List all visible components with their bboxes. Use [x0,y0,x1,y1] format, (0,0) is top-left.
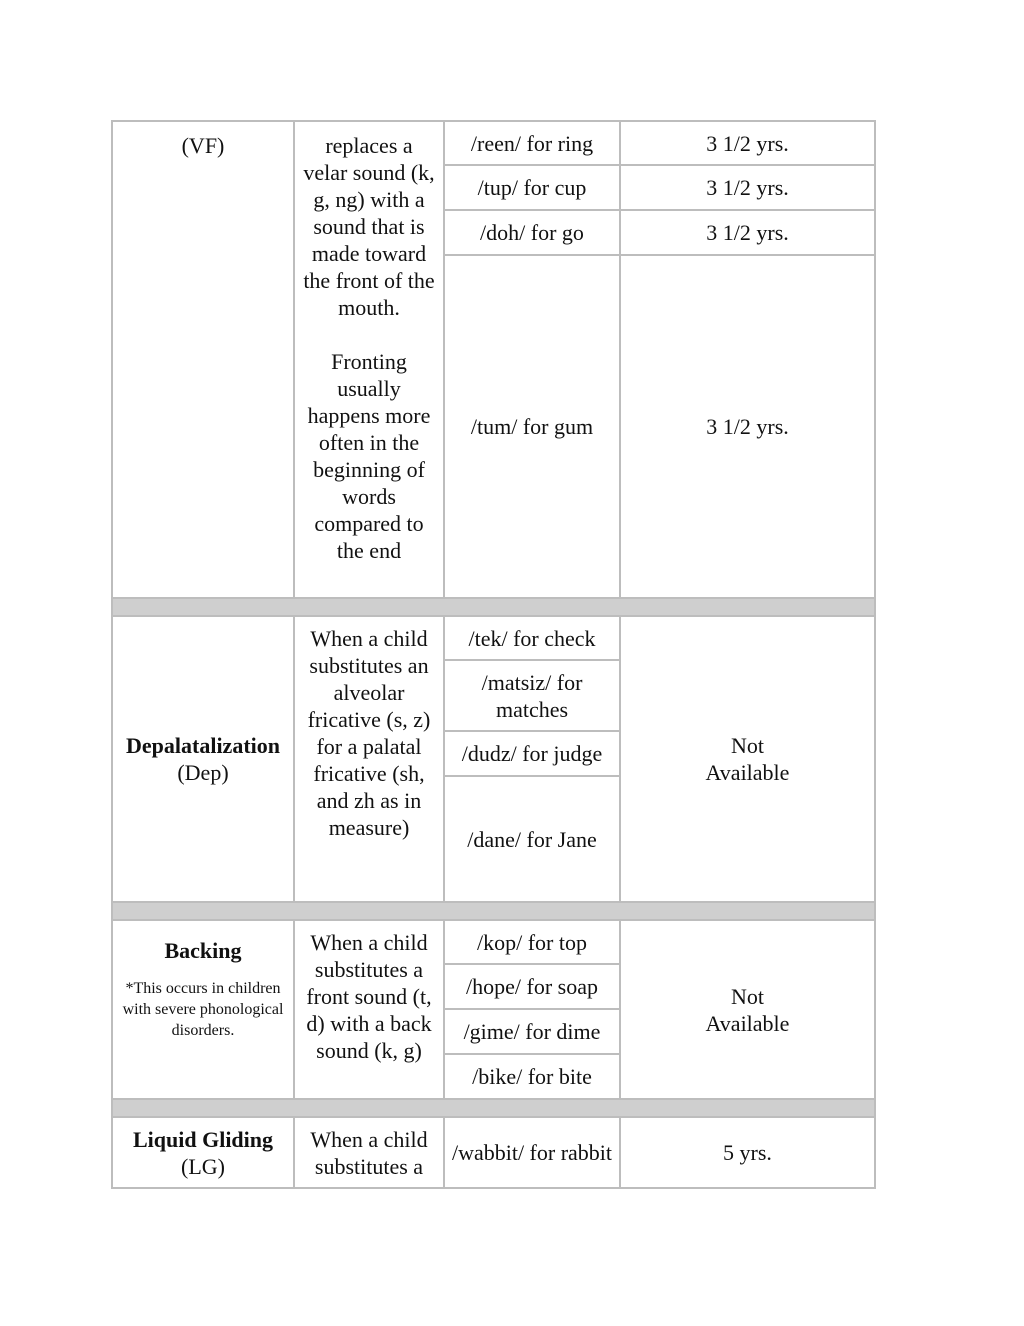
age-cell: 3 1/2 yrs. [620,165,875,210]
example-cell: /hope/ for soap [444,964,620,1009]
example-cell: /tup/ for cup [444,165,620,210]
process-description-note: Fronting usually happens more often in the beginning of words compared to the end [307,349,431,563]
example-cell: /dudz/ for judge [444,731,620,776]
age-text: Not [731,733,764,758]
age-cell: 3 1/2 yrs. [620,255,875,598]
row-separator [112,1099,875,1117]
age-cell: 3 1/2 yrs. [620,210,875,255]
process-name: Backing [164,938,242,963]
process-name-cell [112,616,294,902]
example-cell: /bike/ for bite [444,1054,620,1099]
example-cell: /dane/ for Jane [444,776,620,902]
age-cell: 3 1/2 yrs. [620,121,875,165]
example-cell: /matsiz/ for matches [444,660,620,731]
age-text: Not [731,983,764,1009]
age-text: Available [705,1010,790,1036]
process-description-cell [294,121,444,598]
example-cell: /reen/ for ring [444,121,620,165]
table-row [112,920,875,964]
age-cell [620,920,875,1099]
example-cell: /tek/ for check [444,616,620,660]
age-cell: 5 yrs. [620,1117,875,1188]
row-separator [112,902,875,920]
process-name-cell [112,1117,294,1188]
process-description: When a child substitutes a front sound (t, d) with a back sound (k, g) [306,930,432,1063]
process-abbreviation: (Dep) [177,760,229,785]
example-cell: /gime/ for dime [444,1009,620,1054]
phonological-processes-table [111,120,876,1189]
age-text: Available [705,760,790,785]
table-row [112,121,875,165]
example-cell: /doh/ for go [444,210,620,255]
process-description: When a child substitutes an alveolar fricative (s, z) for a palatal fricative (sh, and zh as in measure) [307,626,431,840]
process-name: Depalatalization [126,733,280,758]
process-description-cell [294,920,444,1099]
process-name-cell [112,920,294,1099]
example-cell: /kop/ for top [444,920,620,964]
process-description-cell [294,616,444,902]
process-note: *This occurs in children with severe phonological disorders. [122,980,284,1039]
process-name-cell [112,121,294,598]
example-cell: /wabbit/ for rabbit [444,1117,620,1188]
table-row [112,1117,875,1188]
process-description-cell [294,1117,444,1188]
row-separator [112,598,875,616]
process-abbreviation: (VF) [181,133,225,158]
process-abbreviation: (LG) [181,1153,225,1179]
process-description: When a child substitutes a [310,1126,428,1179]
age-cell [620,616,875,902]
process-description: replaces a velar sound (k, g, ng) with a sound that is made toward the front of the mouth. [303,133,435,320]
example-cell: /tum/ for gum [444,255,620,598]
process-name: Liquid Gliding [132,1126,274,1152]
table-row [112,616,875,660]
